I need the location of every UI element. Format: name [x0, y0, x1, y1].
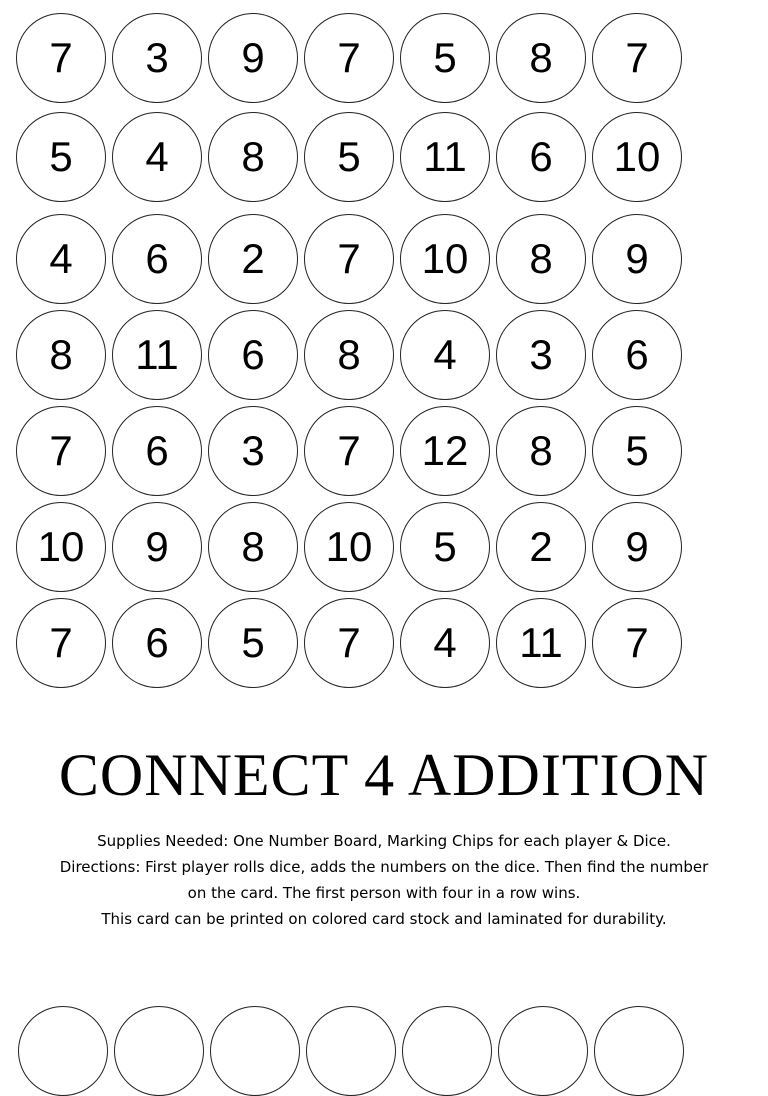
number-circle[interactable]: [400, 310, 490, 400]
instructions-block: [8, 828, 760, 932]
circle-number: 8: [49, 331, 73, 378]
number-circle[interactable]: [16, 598, 106, 688]
number-circle[interactable]: [208, 598, 298, 688]
number-circle: [402, 1006, 492, 1096]
number-circle[interactable]: [304, 502, 394, 592]
circle-number: 7: [625, 34, 649, 81]
number-circle[interactable]: [496, 598, 586, 688]
circle-number: 8: [337, 331, 361, 378]
circle-number: 11: [135, 331, 179, 378]
number-circle[interactable]: [496, 214, 586, 304]
circle-number: 12: [421, 427, 469, 474]
circle-number: 8: [529, 427, 553, 474]
circle-number: 8: [529, 235, 553, 282]
number-circle[interactable]: [112, 112, 202, 202]
durability-note: This card can be printed on colored card stock and laminated for durability.: [101, 910, 667, 928]
circle-number: 10: [421, 235, 469, 282]
number-circle[interactable]: [208, 310, 298, 400]
number-circle[interactable]: [400, 598, 490, 688]
circle-number: 6: [241, 331, 265, 378]
circle-number: 4: [145, 133, 169, 180]
circle-number: 7: [49, 427, 73, 474]
directions-line-1: Directions: First player rolls dice, adds the numbers on the dice. Then find the number: [59, 858, 709, 876]
circle-number: 5: [433, 523, 457, 570]
circle-number: 8: [529, 34, 553, 81]
circle-number: 5: [337, 133, 361, 180]
number-circle[interactable]: [400, 112, 490, 202]
circle-number: 6: [145, 427, 169, 474]
number-circle: [18, 1006, 108, 1096]
number-circle[interactable]: [592, 502, 682, 592]
number-circle[interactable]: [304, 598, 394, 688]
number-circle[interactable]: [208, 502, 298, 592]
number-circle[interactable]: [16, 406, 106, 496]
number-circle: [210, 1006, 300, 1096]
number-circle[interactable]: [208, 112, 298, 202]
circle-number: 6: [625, 331, 649, 378]
number-circle: [114, 1006, 204, 1096]
circle-number: 5: [433, 34, 457, 81]
number-circle[interactable]: [496, 310, 586, 400]
number-circle[interactable]: [304, 112, 394, 202]
number-circle[interactable]: [112, 310, 202, 400]
circle-number: 6: [529, 133, 553, 180]
number-circle: [594, 1006, 684, 1096]
circle-number: 4: [433, 619, 457, 666]
page-title: CONNECT 4 ADDITION: [58, 742, 710, 808]
circle-number: 7: [49, 34, 73, 81]
circle-number: 2: [241, 235, 265, 282]
number-circle[interactable]: [304, 406, 394, 496]
circle-number: 6: [145, 619, 169, 666]
circle-number: 9: [145, 523, 169, 570]
number-circle[interactable]: [592, 406, 682, 496]
number-circle[interactable]: [16, 214, 106, 304]
circle-number: 9: [241, 34, 265, 81]
circle-number: 5: [625, 427, 649, 474]
number-circle[interactable]: [112, 598, 202, 688]
number-circle[interactable]: [592, 598, 682, 688]
circle-number: 2: [529, 523, 553, 570]
number-circle: [306, 1006, 396, 1096]
circle-number: 7: [49, 619, 73, 666]
circle-number: 7: [337, 235, 361, 282]
circle-number: 5: [241, 619, 265, 666]
number-circle: [498, 1006, 588, 1096]
circle-number: 11: [519, 619, 563, 666]
circle-number: 8: [241, 133, 265, 180]
circle-number: 8: [241, 523, 265, 570]
circle-number: 5: [49, 133, 73, 180]
number-circle[interactable]: [496, 502, 586, 592]
next-board-partial-row: [0, 1006, 768, 1066]
circle-number: 7: [625, 619, 649, 666]
number-circle[interactable]: [16, 310, 106, 400]
number-circle[interactable]: [208, 13, 298, 103]
number-circle[interactable]: [592, 13, 682, 103]
circle-number: 6: [145, 235, 169, 282]
number-circle[interactable]: [400, 214, 490, 304]
number-circle[interactable]: [16, 13, 106, 103]
circle-number: 3: [529, 331, 553, 378]
supplies-text: Supplies Needed: One Number Board, Marking Chips for each player & Dice.: [97, 832, 671, 850]
circle-number: 9: [625, 523, 649, 570]
number-circle[interactable]: [592, 214, 682, 304]
circle-number: 11: [423, 133, 467, 180]
number-circle[interactable]: [112, 502, 202, 592]
number-circle[interactable]: [400, 502, 490, 592]
number-circle[interactable]: [112, 214, 202, 304]
circle-number: 10: [37, 523, 85, 570]
number-circle[interactable]: [496, 13, 586, 103]
number-circle[interactable]: [208, 406, 298, 496]
circle-number: 9: [625, 235, 649, 282]
circle-number: 3: [241, 427, 265, 474]
number-circle[interactable]: [400, 13, 490, 103]
number-circle[interactable]: [496, 406, 586, 496]
circle-number: 7: [337, 34, 361, 81]
circle-number: 10: [613, 133, 661, 180]
circle-number: 4: [49, 235, 73, 282]
number-circle[interactable]: [304, 310, 394, 400]
number-circle[interactable]: [304, 13, 394, 103]
number-circle[interactable]: [112, 13, 202, 103]
number-circle[interactable]: [208, 214, 298, 304]
number-circle[interactable]: [400, 406, 490, 496]
number-circle[interactable]: [16, 112, 106, 202]
number-circle[interactable]: [304, 214, 394, 304]
number-circle[interactable]: [16, 502, 106, 592]
circle-number: 10: [325, 523, 373, 570]
number-circle[interactable]: [592, 310, 682, 400]
number-circle[interactable]: [112, 406, 202, 496]
circle-number: 7: [337, 619, 361, 666]
number-circle[interactable]: [592, 112, 682, 202]
directions-line-2: on the card. The first person with four in a row wins.: [187, 884, 581, 902]
number-circle[interactable]: [496, 112, 586, 202]
circle-number: 4: [433, 331, 457, 378]
circle-number: 3: [145, 34, 169, 81]
circle-number: 7: [337, 427, 361, 474]
